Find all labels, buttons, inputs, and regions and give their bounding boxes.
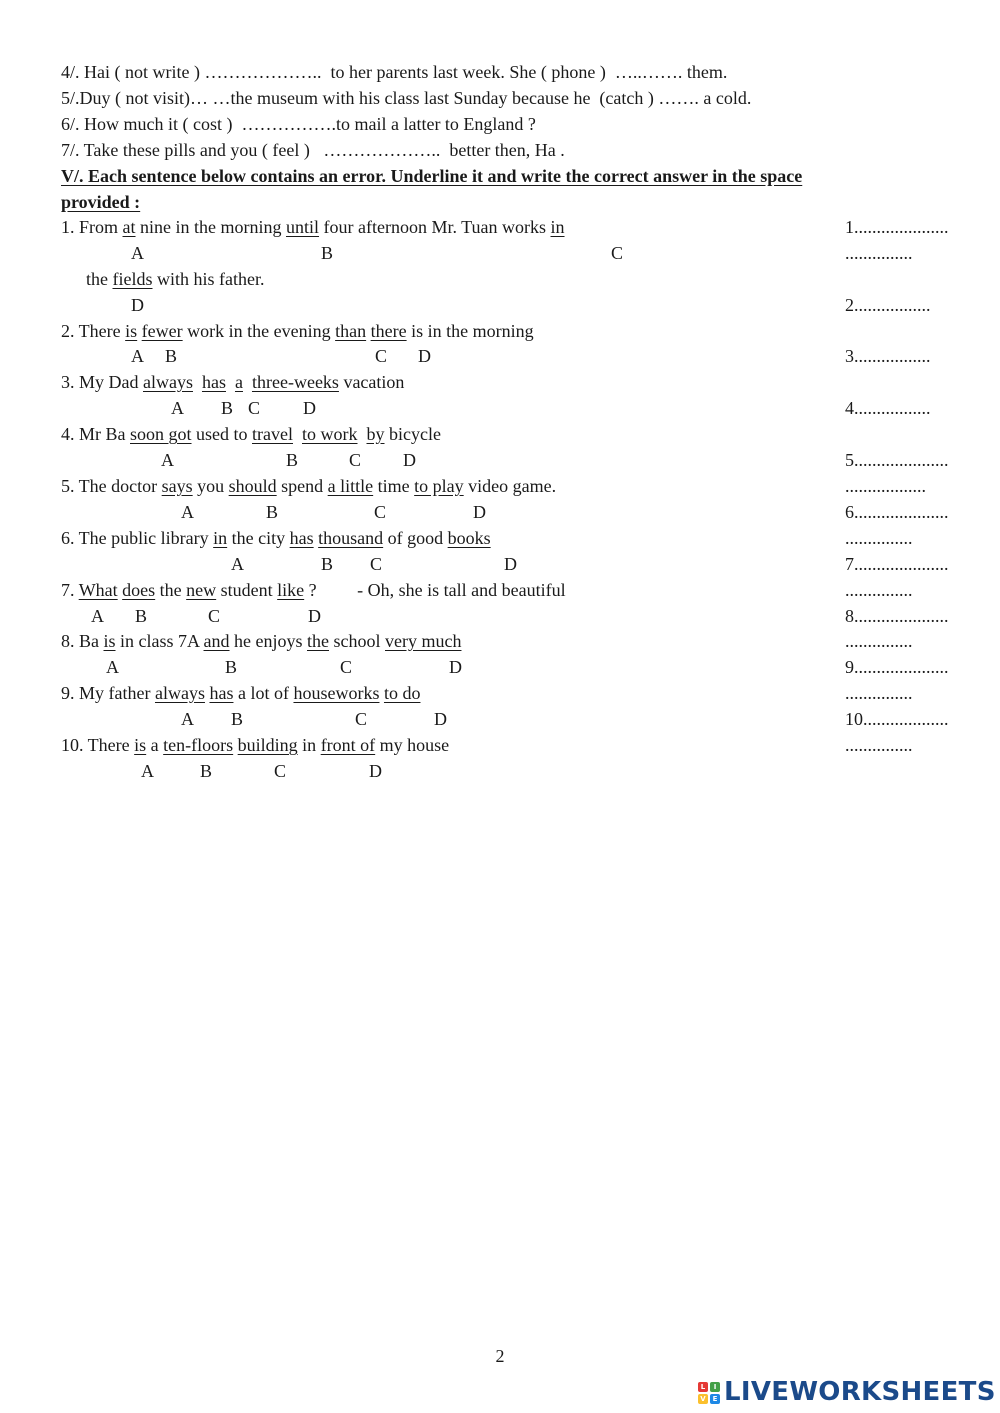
- letter-c: C: [355, 709, 368, 729]
- letter-a: A: [231, 554, 244, 574]
- option-letters-9: [0, 709, 800, 731]
- option-a[interactable]: always: [154, 683, 205, 703]
- option-d[interactable]: there: [370, 321, 407, 341]
- section-5-heading: V/. Each sentence below contains an error. Underline it and write the correct answer in the space: [61, 166, 803, 186]
- sentence-6: [61, 528, 491, 549]
- logo-icon: [698, 1382, 720, 1404]
- option-c[interactable]: building: [237, 735, 298, 755]
- answer-field-4[interactable]: 4.................: [845, 398, 931, 418]
- letter-b: B: [165, 346, 178, 366]
- option-b[interactable]: and: [203, 631, 230, 651]
- text: in: [297, 735, 321, 755]
- text: nine in the morning: [135, 217, 286, 237]
- text: is in the morning: [406, 321, 534, 341]
- option-d[interactable]: by: [366, 424, 385, 444]
- option-a[interactable]: always: [143, 372, 193, 392]
- text: a lot of: [233, 683, 294, 703]
- text: [226, 372, 235, 392]
- letter-d: D: [308, 606, 321, 626]
- logo-text: LIVEWORKSHEETS: [724, 1377, 996, 1407]
- letter-c: C: [370, 554, 383, 574]
- letter-d: D: [449, 657, 462, 677]
- option-a[interactable]: is: [134, 735, 147, 755]
- answer-field-5-cont[interactable]: ..................: [845, 476, 926, 496]
- option-b[interactable]: fewer: [141, 321, 183, 341]
- letter-a: A: [131, 243, 144, 263]
- option-c[interactable]: than: [335, 321, 367, 341]
- answer-field-1[interactable]: 1.....................: [845, 217, 949, 237]
- option-b[interactable]: has: [201, 372, 226, 392]
- option-b[interactable]: until: [286, 217, 320, 237]
- text: work in the evening: [182, 321, 336, 341]
- letter-b: B: [321, 243, 334, 263]
- letter-a: A: [141, 761, 154, 781]
- text: in class 7A: [115, 631, 204, 651]
- option-c[interactable]: the: [307, 631, 329, 651]
- letter-a: A: [91, 606, 104, 626]
- letter-c: C: [208, 606, 221, 626]
- text: used to: [191, 424, 253, 444]
- option-c[interactable]: to work: [302, 424, 358, 444]
- text: with his father.: [152, 269, 265, 289]
- text: four afternoon Mr. Tuan works: [319, 217, 551, 237]
- letter-c: C: [274, 761, 287, 781]
- option-letters-5: [0, 502, 800, 524]
- text: 9. My father: [61, 683, 155, 703]
- logo-tile: L: [698, 1382, 708, 1392]
- text: 8. Ba: [61, 631, 104, 651]
- text: spend: [276, 476, 328, 496]
- page-number: 2: [495, 1346, 505, 1366]
- text: you: [192, 476, 229, 496]
- sentence-1: [61, 217, 565, 238]
- answer-field-6[interactable]: 6.....................: [845, 502, 949, 522]
- option-letters-7: [0, 606, 800, 628]
- option-d[interactable]: like: [277, 580, 305, 600]
- text: school: [329, 631, 385, 651]
- letter-d: D: [418, 346, 431, 366]
- option-d[interactable]: fields: [112, 269, 153, 289]
- letter-b: B: [321, 554, 334, 574]
- option-c[interactable]: thousand: [318, 528, 384, 548]
- text: a: [146, 735, 164, 755]
- answer-field-8-cont[interactable]: ...............: [845, 631, 913, 651]
- answer-field-5[interactable]: 5.....................: [845, 450, 949, 470]
- letter-d: D: [473, 502, 486, 522]
- option-b[interactable]: ten-floors: [163, 735, 234, 755]
- letter-b: B: [266, 502, 279, 522]
- letter-d: D: [403, 450, 416, 470]
- sentence-10: [61, 735, 449, 756]
- sentence-9: [61, 683, 420, 704]
- exercise-7-line: 7/. Take these pills and you ( feel ) ……………….. better then, Ha .: [61, 140, 565, 160]
- option-letters-6: [0, 554, 800, 576]
- option-a[interactable]: at: [122, 217, 136, 237]
- option-d[interactable]: front of: [320, 735, 376, 755]
- text: the: [155, 580, 187, 600]
- option-c[interactable]: in: [550, 217, 565, 237]
- letter-b: B: [225, 657, 238, 677]
- option-d[interactable]: to do: [383, 683, 421, 703]
- text: [293, 424, 302, 444]
- section-5-heading-cont: provided :: [61, 192, 141, 212]
- sentence-1-cont: [86, 269, 264, 290]
- letter-b: B: [221, 398, 234, 418]
- option-letters-2: [0, 346, 800, 368]
- text: [243, 372, 252, 392]
- option-b[interactable]: does: [122, 580, 156, 600]
- text: the city: [227, 528, 290, 548]
- logo-tile: V: [698, 1394, 708, 1404]
- logo-tile: I: [710, 1382, 720, 1392]
- letter-a: A: [161, 450, 174, 470]
- option-d[interactable]: three-weeks: [251, 372, 339, 392]
- letter-b: B: [135, 606, 148, 626]
- letter-b: B: [286, 450, 299, 470]
- letter-a: A: [131, 346, 144, 366]
- answer-field-7-cont[interactable]: ...............: [845, 580, 913, 600]
- text: 10. There: [61, 735, 135, 755]
- option-a[interactable]: says: [161, 476, 193, 496]
- option-b[interactable]: has: [289, 528, 314, 548]
- sentence-7: [61, 580, 566, 601]
- option-letters-8: [0, 657, 800, 679]
- option-letters-4: [0, 450, 800, 472]
- sentence-5: [61, 476, 556, 497]
- text: video game.: [463, 476, 557, 496]
- letter-d: D: [434, 709, 447, 729]
- text: [358, 424, 367, 444]
- option-d[interactable]: very much: [385, 631, 462, 651]
- option-b[interactable]: has: [209, 683, 234, 703]
- text: 1. From: [61, 217, 123, 237]
- answer-field-6-cont[interactable]: ...............: [845, 528, 913, 548]
- text: 5. The doctor: [61, 476, 162, 496]
- letter-a: A: [171, 398, 184, 418]
- letter-a: A: [181, 709, 194, 729]
- text: 7.: [61, 580, 79, 600]
- option-a[interactable]: in: [213, 528, 228, 548]
- answer-field-9[interactable]: 9.....................: [845, 657, 949, 677]
- option-a[interactable]: What: [78, 580, 118, 600]
- answer-field-9-cont[interactable]: ...............: [845, 683, 913, 703]
- option-c[interactable]: houseworks: [293, 683, 380, 703]
- letter-c: C: [340, 657, 353, 677]
- option-d[interactable]: books: [447, 528, 491, 548]
- letter-d: D: [369, 761, 382, 781]
- answer-field-10-cont[interactable]: ...............: [845, 735, 913, 755]
- option-d[interactable]: to play: [414, 476, 464, 496]
- answer-field-8[interactable]: 8.....................: [845, 606, 949, 626]
- answer-field-3[interactable]: 3.................: [845, 346, 931, 366]
- letter-c: C: [611, 243, 624, 263]
- option-c[interactable]: new: [186, 580, 217, 600]
- letter-c: C: [374, 502, 387, 522]
- option-a[interactable]: is: [125, 321, 138, 341]
- text: vacation: [338, 372, 405, 392]
- text: ? - Oh, she is tall and beautiful: [304, 580, 566, 600]
- text: [193, 372, 202, 392]
- option-letters-10: [0, 761, 800, 783]
- answer-field-1-cont[interactable]: ...............: [845, 243, 913, 263]
- text: time: [373, 476, 415, 496]
- answer-field-7[interactable]: 7.....................: [845, 554, 949, 574]
- letter-d: D: [303, 398, 316, 418]
- sentence-3: [61, 372, 404, 393]
- option-letters-3: [0, 398, 800, 420]
- option-b[interactable]: should: [228, 476, 277, 496]
- letter-b: B: [231, 709, 244, 729]
- text: 4. Mr Ba: [61, 424, 130, 444]
- option-a[interactable]: soon got: [130, 424, 192, 444]
- option-c[interactable]: a: [234, 372, 243, 392]
- exercise-5-line: 5/.Duy ( not visit)… …the museum with his class last Sunday because he (catch ) ……. a cold.: [61, 88, 752, 108]
- answer-field-2[interactable]: 2.................: [845, 295, 931, 315]
- answer-field-10[interactable]: 10...................: [845, 709, 949, 729]
- text: bicycle: [384, 424, 441, 444]
- text: student: [216, 580, 278, 600]
- text: of good: [383, 528, 448, 548]
- exercise-4-line: 4/. Hai ( not write ) ……………….. to her parents last week. She ( phone ) …..……. them.: [61, 62, 728, 82]
- text: 6. The public library: [61, 528, 214, 548]
- sentence-4: [61, 424, 441, 445]
- logo-tile: E: [710, 1394, 720, 1404]
- letter-c: C: [349, 450, 362, 470]
- letter-a: A: [181, 502, 194, 522]
- letter-b: B: [200, 761, 213, 781]
- sentence-2: [61, 321, 534, 342]
- text: 3. My Dad: [61, 372, 143, 392]
- letter-a: A: [106, 657, 119, 677]
- text: the: [86, 269, 113, 289]
- option-a[interactable]: is: [103, 631, 116, 651]
- option-b[interactable]: travel: [252, 424, 293, 444]
- option-letters-1b: [0, 295, 800, 317]
- letter-c: C: [375, 346, 388, 366]
- option-letters-1: [0, 243, 800, 265]
- text: my house: [375, 735, 450, 755]
- text: he enjoys: [229, 631, 307, 651]
- exercise-6-line: 6/. How much it ( cost ) …………….to mail a latter to England ?: [61, 114, 536, 134]
- letter-c: C: [248, 398, 261, 418]
- letter-d: D: [504, 554, 517, 574]
- letter-d: D: [131, 295, 144, 315]
- liveworksheets-logo[interactable]: [698, 1378, 996, 1408]
- sentence-8: [61, 631, 461, 652]
- text: 2. There: [61, 321, 126, 341]
- option-c[interactable]: a little: [327, 476, 374, 496]
